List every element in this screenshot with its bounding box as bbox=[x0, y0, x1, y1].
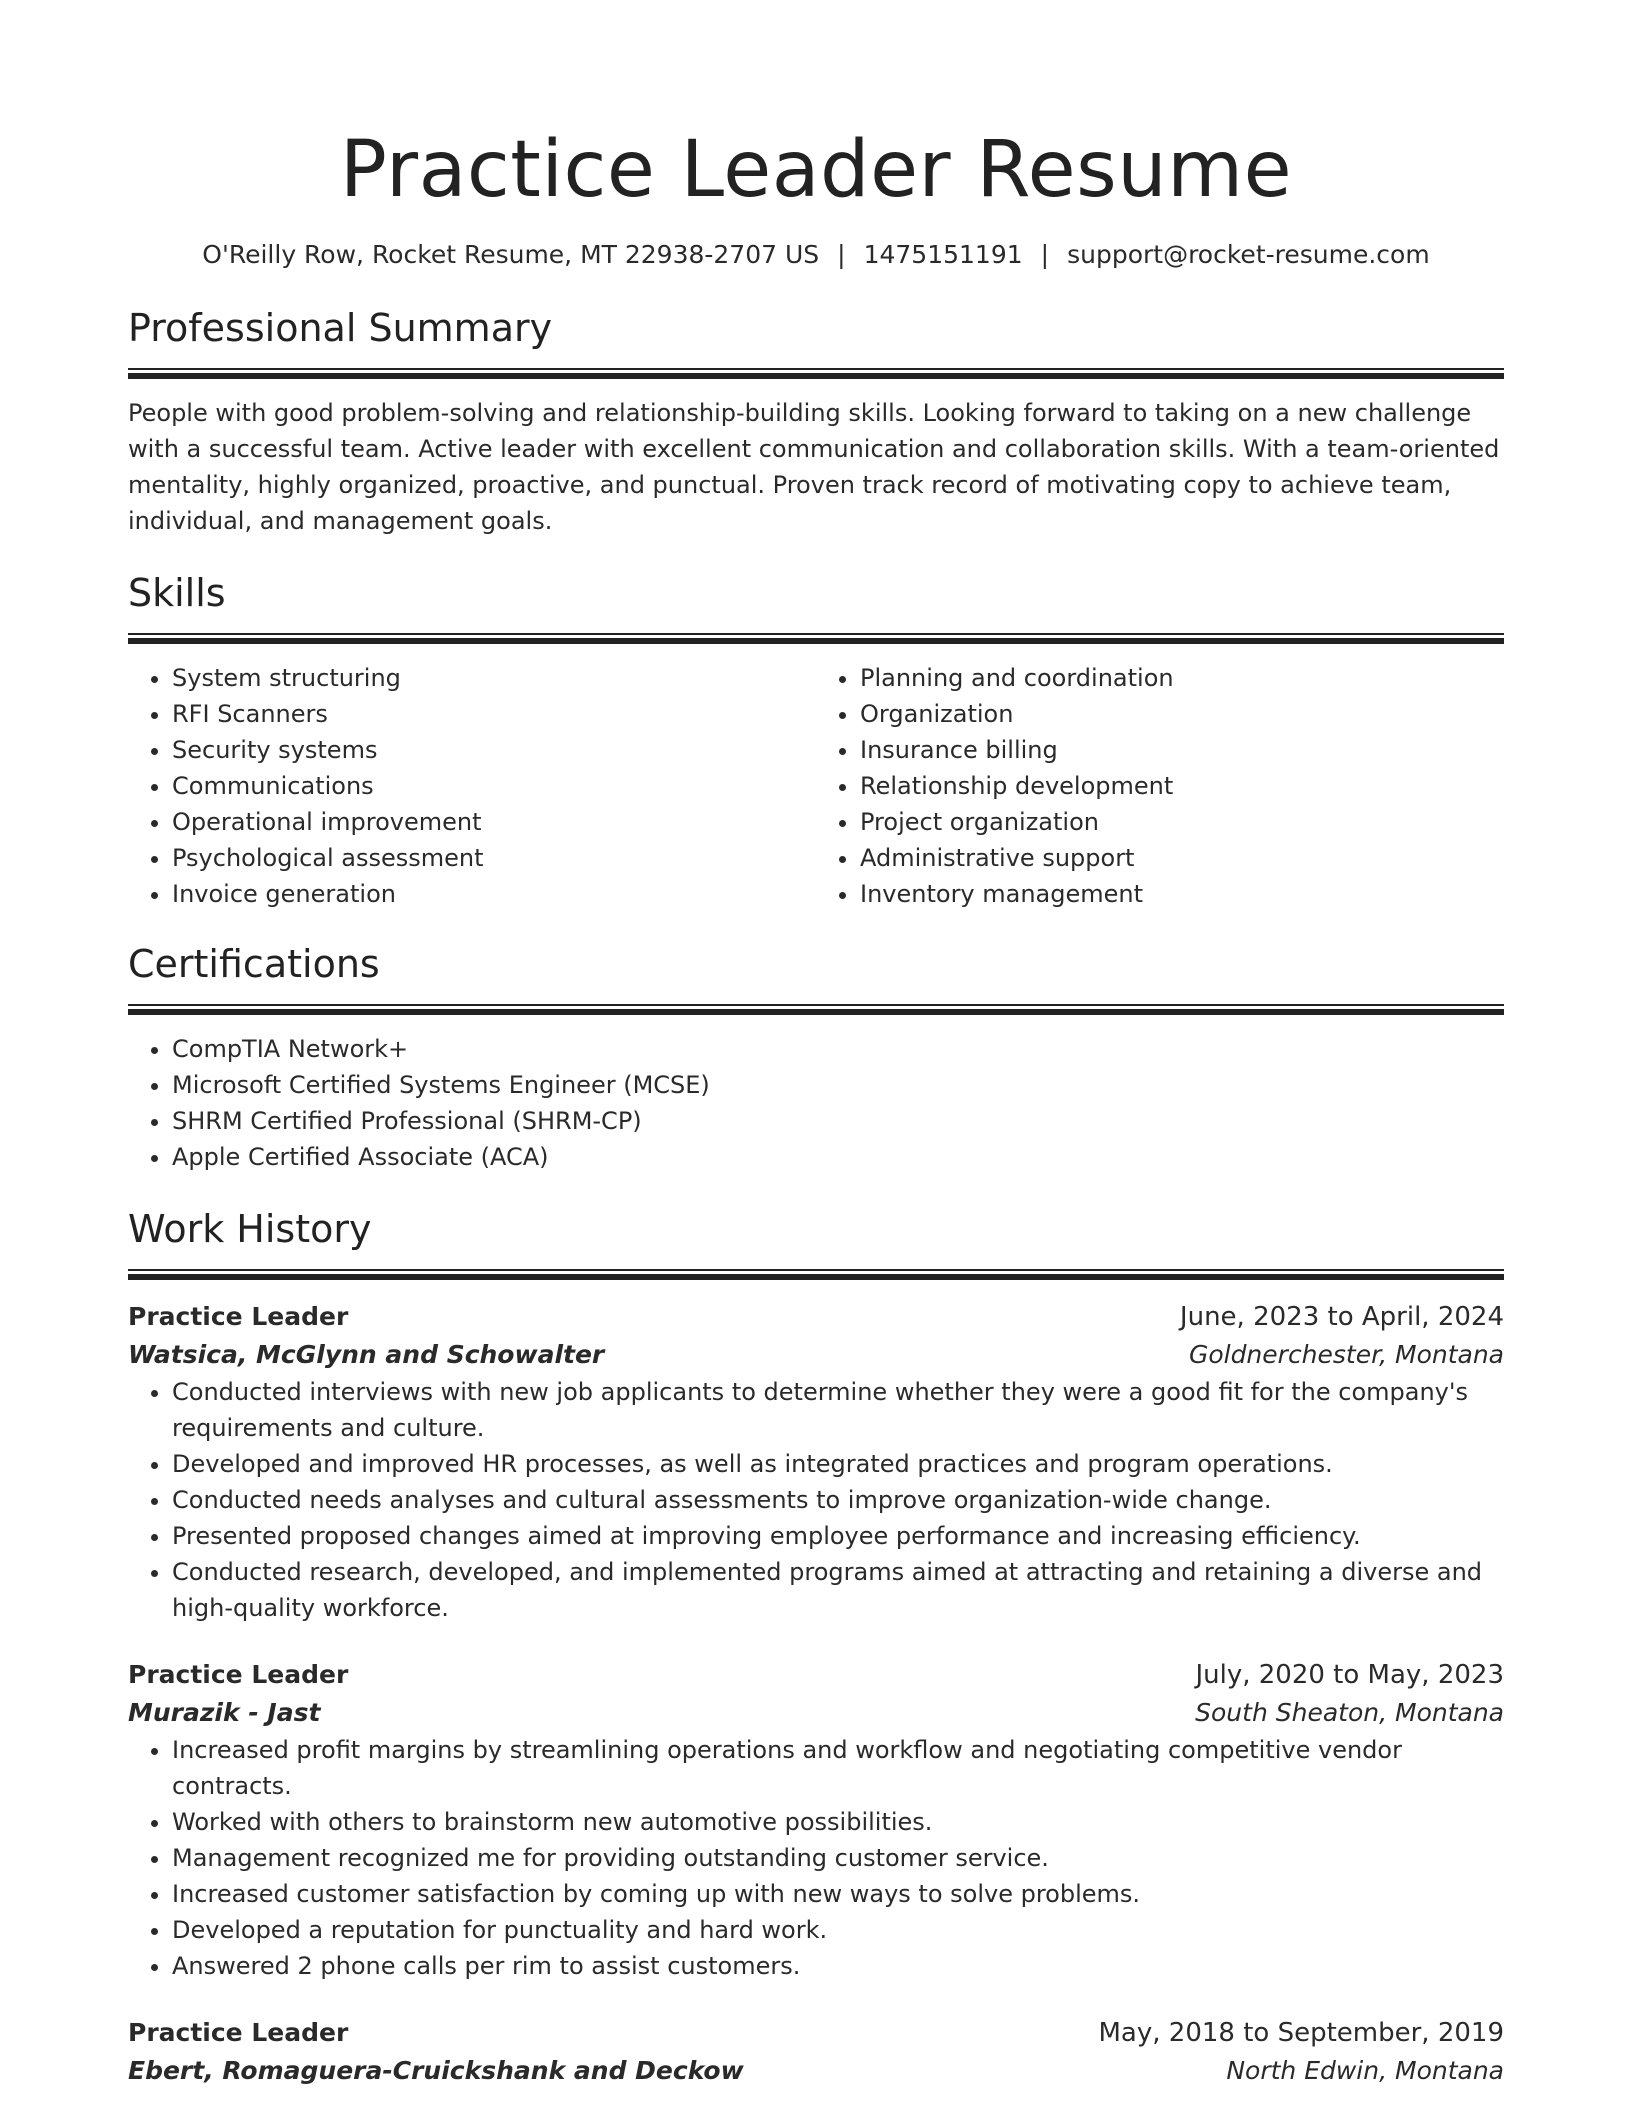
resume-title: Practice Leader Resume bbox=[339, 125, 1293, 215]
skill-item: • RFI Scanners bbox=[172, 696, 816, 732]
section-heading-certifications: Certifications bbox=[128, 942, 380, 986]
section-heading-summary: Professional Summary bbox=[128, 306, 553, 350]
job-bullet: • Conducted interviews with new job applicants to determine whether they were a good fit for the company's requirements and culture. bbox=[172, 1374, 1504, 1446]
job-title: Practice Leader bbox=[128, 2018, 349, 2047]
skills-list-right bbox=[816, 660, 1504, 912]
job-entry bbox=[128, 2014, 1504, 2090]
job-bullet: • Developed a reputation for punctuality and hard work. bbox=[172, 1912, 1504, 1948]
job-bullets bbox=[128, 1732, 1504, 1984]
job-company-row bbox=[128, 1694, 1504, 1732]
job-bullet: • Conducted research, developed, and implemented programs aimed at attracting and retaining a diverse and high-quality workforce. bbox=[172, 1554, 1504, 1626]
contact-separator: | bbox=[1040, 240, 1050, 269]
skill-item: • Organization bbox=[860, 696, 1504, 732]
job-bullet: • Worked with others to brainstorm new automotive possibilities. bbox=[172, 1804, 1504, 1840]
job-title: Practice Leader bbox=[128, 1660, 349, 1689]
contact-separator: | bbox=[837, 240, 846, 269]
job-header-row bbox=[128, 2014, 1504, 2052]
job-header-row bbox=[128, 1298, 1504, 1336]
skill-item: • System structuring bbox=[172, 660, 816, 696]
skill-item: • Relationship development bbox=[860, 768, 1504, 804]
summary-section bbox=[128, 304, 1504, 539]
contact-phone: 1475151191 bbox=[863, 240, 1023, 269]
section-divider bbox=[128, 1269, 1504, 1280]
skill-item: • Invoice generation bbox=[172, 876, 816, 912]
job-dates: June, 2023 to April, 2024 bbox=[1179, 1302, 1504, 1332]
job-bullet: • Answered 2 phone calls per rim to assist customers. bbox=[172, 1948, 1504, 1984]
job-company: Murazik - Jast bbox=[128, 1698, 321, 1727]
job-location: South Sheaton, Montana bbox=[1195, 1698, 1504, 1727]
job-company: Ebert, Romaguera-Cruickshank and Deckow bbox=[128, 2056, 744, 2085]
job-bullet: • Management recognized me for providing outstanding customer service. bbox=[172, 1840, 1504, 1876]
job-bullets bbox=[128, 1374, 1504, 1626]
certification-item: • Microsoft Certified Systems Engineer (MCSE) bbox=[172, 1067, 1504, 1103]
summary-text: People with good problem-solving and relationship-building skills. Looking forward to taking on a new challenge with a successful team. Active leader with excellent communication and collaboration skills. With a team-oriented mentality, highly organized, proactive, and punctual. Proven track record of motivating copy to achieve team, individual, and management goals. bbox=[128, 399, 1500, 535]
section-divider bbox=[128, 633, 1504, 644]
skill-item: • Operational improvement bbox=[172, 804, 816, 840]
section-heading-work-history: Work History bbox=[128, 1207, 372, 1251]
certification-item: • CompTIA Network+ bbox=[172, 1031, 1504, 1067]
skill-item: • Administrative support bbox=[860, 840, 1504, 876]
job-dates: July, 2020 to May, 2023 bbox=[1195, 1660, 1504, 1690]
job-entry bbox=[128, 1656, 1504, 1984]
certification-item: • Apple Certified Associate (ACA) bbox=[172, 1139, 1504, 1175]
section-heading-skills: Skills bbox=[128, 571, 226, 615]
skill-item: • Security systems bbox=[172, 732, 816, 768]
job-dates: May, 2018 to September, 2019 bbox=[1098, 2018, 1504, 2048]
skill-item: • Insurance billing bbox=[860, 732, 1504, 768]
job-bullet: • Developed and improved HR processes, as well as integrated practices and program operations. bbox=[172, 1446, 1504, 1482]
contact-email: support@rocket-resume.com bbox=[1067, 240, 1430, 269]
contact-line bbox=[128, 238, 1504, 272]
job-header-row bbox=[128, 1656, 1504, 1694]
job-location: Goldnerchester, Montana bbox=[1188, 1340, 1504, 1369]
skills-list-left bbox=[128, 660, 816, 912]
skill-item: • Project organization bbox=[860, 804, 1504, 840]
job-title: Practice Leader bbox=[128, 1302, 349, 1331]
job-company-row bbox=[128, 1336, 1504, 1374]
skill-item: • Communications bbox=[172, 768, 816, 804]
contact-address: O'Reilly Row, Rocket Resume, MT 22938-2707 US bbox=[202, 240, 820, 269]
skill-item: • Inventory management bbox=[860, 876, 1504, 912]
skills-grid bbox=[128, 660, 1504, 912]
job-location: North Edwin, Montana bbox=[1226, 2056, 1504, 2085]
certifications-section bbox=[128, 940, 1504, 1175]
skill-item: • Psychological assessment bbox=[172, 840, 816, 876]
job-bullet: • Increased customer satisfaction by coming up with new ways to solve problems. bbox=[172, 1876, 1504, 1912]
job-bullet: • Presented proposed changes aimed at improving employee performance and increasing efficiency. bbox=[172, 1518, 1504, 1554]
job-entry bbox=[128, 1298, 1504, 1626]
section-divider bbox=[128, 1004, 1504, 1015]
job-company-row bbox=[128, 2052, 1504, 2090]
job-bullet: • Increased profit margins by streamlining operations and workflow and negotiating competitive vendor contracts. bbox=[172, 1732, 1504, 1804]
certification-item: • SHRM Certified Professional (SHRM-CP) bbox=[172, 1103, 1504, 1139]
job-company: Watsica, McGlynn and Schowalter bbox=[128, 1340, 605, 1369]
skills-section bbox=[128, 569, 1504, 912]
job-bullet: • Conducted needs analyses and cultural assessments to improve organization-wide change. bbox=[172, 1482, 1504, 1518]
certifications-list bbox=[128, 1031, 1504, 1175]
section-divider bbox=[128, 368, 1504, 379]
work-history-section bbox=[128, 1205, 1504, 2090]
skill-item: • Planning and coordination bbox=[860, 660, 1504, 696]
